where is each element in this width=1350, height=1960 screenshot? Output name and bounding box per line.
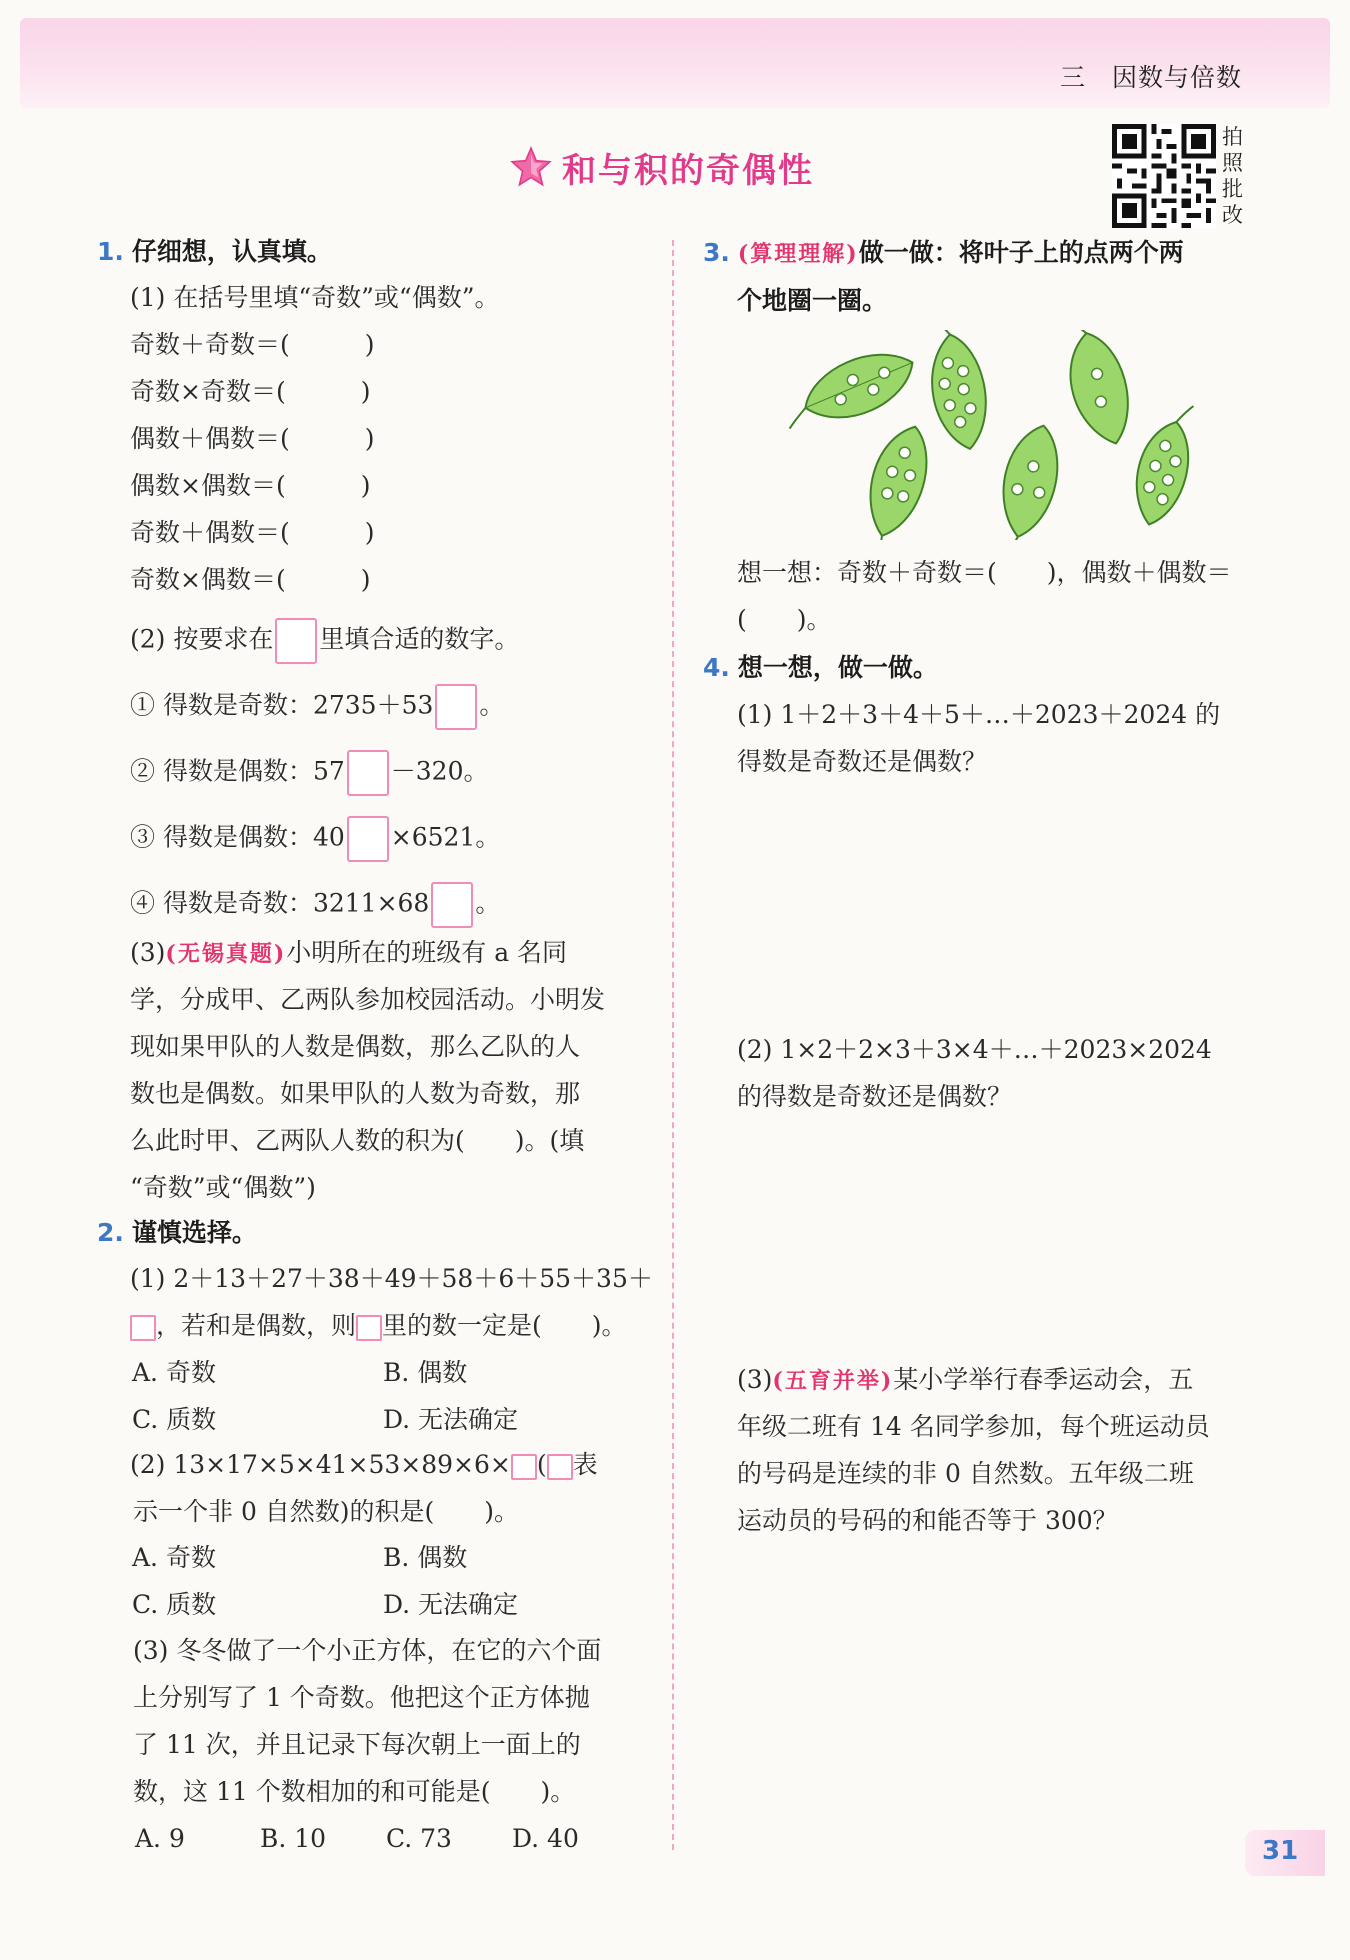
qr-code-icon[interactable]: [1112, 124, 1216, 228]
q3-think-line: ( )。: [737, 605, 832, 634]
leaf-6-dots: [1124, 396, 1205, 530]
q1-part1-intro: (1) 在括号里填“奇数”或“偶数”。: [130, 283, 500, 312]
q4-part1-line: (1) 1＋2＋3＋4＋5＋…＋2023＋2024 的: [737, 700, 1221, 729]
q2-part3-line: (3) 冬冬做了一个小正方体，在它的六个面: [133, 1636, 602, 1665]
q2-part1-line: (1) 2＋13＋27＋38＋49＋58＋6＋55＋35＋: [130, 1264, 653, 1293]
q3-heading-cont: 个地圈一圈。: [737, 286, 888, 315]
q1-fill-line: 奇数＋偶数＝( ): [130, 518, 375, 547]
q1-part3-line: 数也是偶数。如果甲队的人数为奇数，那: [130, 1079, 581, 1108]
q3-heading: 3. (算理理解)做一做：将叶子上的点两个两: [703, 238, 1184, 267]
source-tag: (无锡真题): [165, 941, 287, 967]
q4-part1-line: 得数是奇数还是偶数？: [737, 747, 988, 776]
page-number: 31: [1262, 1836, 1299, 1866]
q4-heading: 4. 想一想，做一做。: [703, 653, 938, 682]
q1-fill-line: 偶数×偶数＝( ): [130, 471, 371, 500]
q2-option[interactable]: C. 质数: [132, 1405, 217, 1434]
q2-option[interactable]: C. 质数: [132, 1590, 217, 1619]
answer-box[interactable]: [347, 750, 389, 796]
small-answer-box: [130, 1315, 156, 1341]
q4-part3-line: 运动员的号码的和能否等于 300？: [737, 1506, 1118, 1535]
source-tag: (算理理解): [737, 241, 859, 267]
q4-part2-line: (2) 1×2＋2×3＋3×4＋…＋2023×2024: [737, 1035, 1212, 1064]
answer-box[interactable]: [431, 882, 473, 928]
q2-option[interactable]: B. 10: [260, 1824, 327, 1853]
q2-part3-line: 数，这 11 个数相加的和可能是( )。: [133, 1777, 576, 1806]
q3-think-line: 想一想：奇数＋奇数＝( )，偶数＋偶数＝: [737, 558, 1232, 587]
q2-part2-line: (2) 13×17×5×41×53×89×6× ( 表: [130, 1450, 598, 1479]
q1-part3-line: (3)(无锡真题)小明所在的班级有 a 名同: [130, 938, 568, 967]
answer-box[interactable]: [275, 618, 317, 664]
q1-part3-line: 现如果甲队的人数是偶数，那么乙队的人: [130, 1032, 581, 1061]
q2-part1-line: ，若和是偶数，则 里的数一定是( )。: [130, 1311, 627, 1341]
small-answer-box: [511, 1454, 537, 1480]
page-title: 和与积的奇偶性: [562, 150, 814, 191]
q1-part3-line: 学，分成甲、乙两队参加校园活动。小明发: [130, 985, 606, 1014]
q2-option[interactable]: C. 73: [386, 1824, 452, 1853]
q2-option[interactable]: A. 9: [135, 1824, 185, 1853]
q1-part2-item: ① 得数是奇数：2735＋53 。: [130, 684, 504, 730]
q4-part2-line: 的得数是奇数还是偶数？: [737, 1082, 1013, 1111]
q1-heading: 1. 仔细想，认真填。: [97, 237, 332, 266]
source-tag: (五育并举): [772, 1368, 894, 1394]
q1-part2-intro: (2) 按要求在 里填合适的数字。: [130, 618, 519, 664]
leaf-4-dots: [775, 341, 923, 439]
leaf-5-dots: [850, 419, 940, 540]
leaf-2-dots: [1058, 330, 1137, 450]
q2-option[interactable]: D. 40: [512, 1824, 579, 1853]
q2-heading: 2. 谨慎选择。: [97, 1218, 257, 1247]
column-divider: [672, 240, 674, 1850]
q2-option[interactable]: B. 偶数: [383, 1358, 468, 1387]
q4-part3-line: 的号码是连续的非 0 自然数。五年级二班: [737, 1459, 1194, 1488]
section-title: [510, 142, 814, 192]
q1-part3-line: “奇数”或“偶数”): [130, 1173, 316, 1202]
q1-part2-item: ③ 得数是偶数：40 ×6521。: [130, 816, 500, 862]
q2-option[interactable]: B. 偶数: [383, 1543, 468, 1572]
q2-option[interactable]: D. 无法确定: [383, 1590, 519, 1619]
q1-fill-line: 奇数×奇数＝( ): [130, 377, 371, 406]
q2-part3-line: 了 11 次，并且记录下每次朝上一面上的: [133, 1730, 581, 1759]
q1-fill-line: 偶数＋偶数＝( ): [130, 424, 375, 453]
q2-part3-line: 上分别写了 1 个奇数。他把这个正方体抛: [133, 1683, 590, 1712]
small-answer-box: [547, 1454, 573, 1480]
answer-box[interactable]: [435, 684, 477, 730]
q1-part2-item: ④ 得数是奇数：3211×68 。: [130, 882, 500, 928]
leaves-illustration[interactable]: [770, 330, 1210, 540]
q1-part3-line: 么此时甲、乙两队人数的积为( )。(填: [130, 1126, 585, 1155]
q1-fill-line: 奇数×偶数＝( ): [130, 565, 371, 594]
star-icon: [510, 146, 552, 188]
leaf-7-dots: [923, 330, 993, 453]
q2-part2-line: 示一个非 0 自然数)的积是( )。: [133, 1497, 520, 1526]
qr-scan-label: 拍 照 批 改: [1222, 125, 1243, 227]
q1-part2-item: ② 得数是偶数：57 －320。: [130, 750, 488, 796]
small-answer-box: [356, 1315, 382, 1341]
leaf-3-dots: [986, 420, 1068, 540]
answer-box[interactable]: [347, 816, 389, 862]
q2-option[interactable]: A. 奇数: [132, 1358, 216, 1387]
chapter-title: 三 因数与倍数: [1059, 63, 1242, 92]
q2-option[interactable]: A. 奇数: [132, 1543, 216, 1572]
q4-part3-line: 年级二班有 14 名同学参加，每个班运动员: [737, 1412, 1210, 1441]
q4-part3-line: (3)(五育并举)某小学举行春季运动会，五: [737, 1365, 1194, 1394]
q1-fill-line: 奇数＋奇数＝( ): [130, 330, 375, 359]
q2-option[interactable]: D. 无法确定: [383, 1405, 519, 1434]
